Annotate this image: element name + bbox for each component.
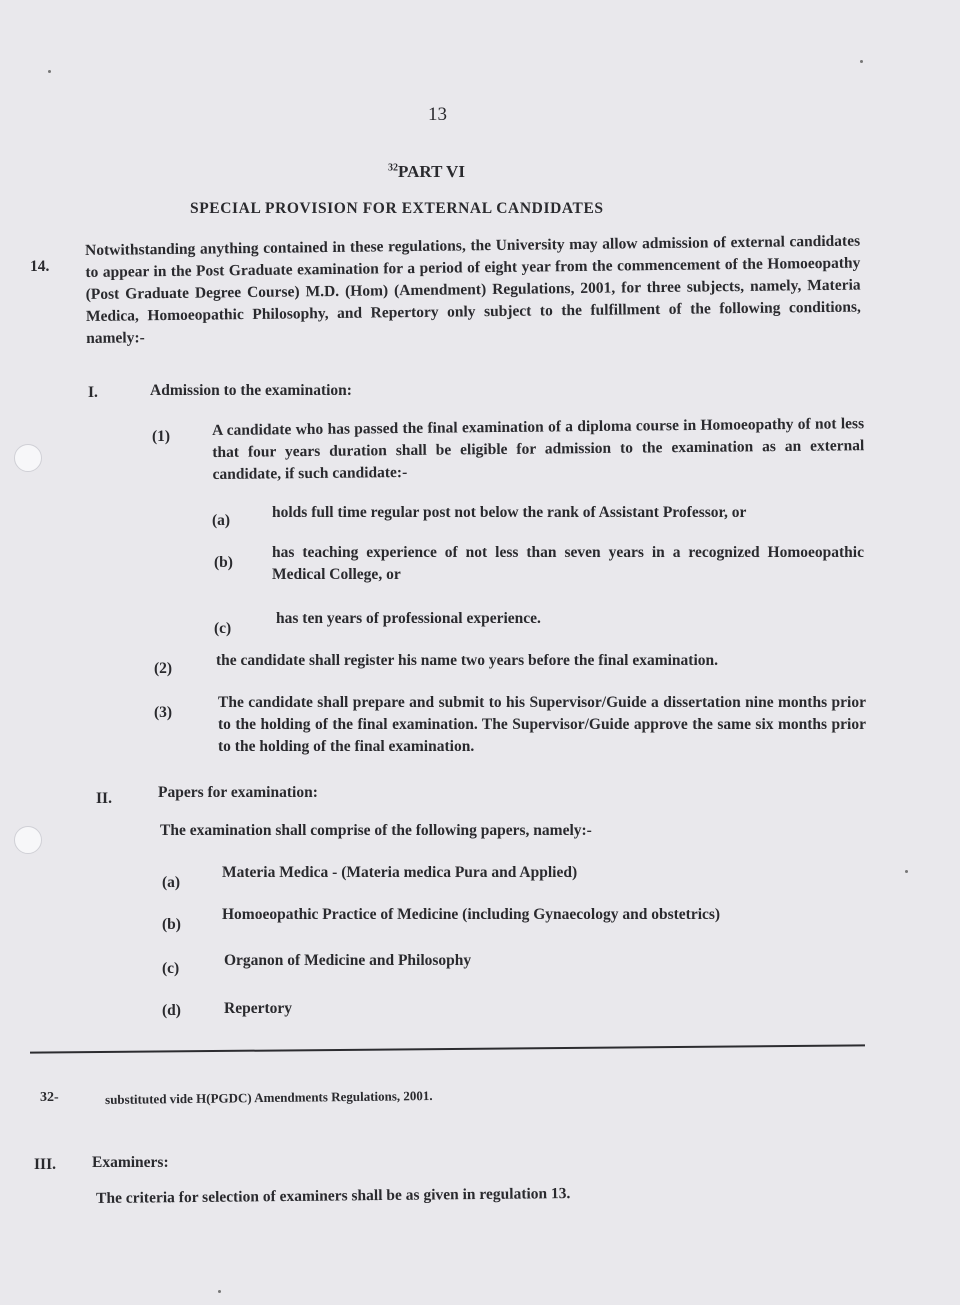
item-text: the candidate shall register his name two years before the final examination. <box>216 652 718 669</box>
paper-number: (c) <box>162 960 180 977</box>
sub-item-text: holds full time regular post not below the rank of Assistant Professor, or <box>272 504 747 521</box>
paper-text: Materia Medica - (Materia medica Pura and Applied) <box>222 864 578 881</box>
section-1-title: Admission to the examination: <box>150 382 352 399</box>
footnote-text: substituted vide H(PGDC) Amendments Regulations, 2001. <box>105 1087 433 1107</box>
section-heading: SPECIAL PROVISION FOR EXTERNAL CANDIDATES <box>190 200 604 217</box>
item-text: A candidate who has passed the final examination of a diploma course in Homoeopathy of not less that four years duration shall be eligible for admission to the examination as an external candidate, if such candidate:- <box>212 415 865 483</box>
item-number: (2) <box>154 660 173 677</box>
item-number: (1) <box>152 428 171 445</box>
clause-number: 14. <box>30 258 50 275</box>
section-2-intro: The examination shall comprise of the following papers, namely:- <box>160 822 592 839</box>
section-3-title: Examiners: <box>92 1154 169 1171</box>
sub-item-number: (c) <box>214 620 232 637</box>
page-number: 13 <box>428 104 447 125</box>
punch-hole <box>14 826 42 854</box>
part-title-text: PART VI <box>398 162 465 181</box>
paper-text: Homoeopathic Practice of Medicine (including Gynaecology and obstetrics) <box>222 906 721 923</box>
section-3-text: The criteria for selection of examiners shall be as given in regulation 13. <box>96 1185 571 1207</box>
paper-number: (b) <box>162 916 181 933</box>
paper-text: Organon of Medicine and Philosophy <box>224 952 472 969</box>
section-3-numeral: III. <box>34 1156 56 1173</box>
paper-speck <box>860 60 863 63</box>
section-2-numeral: II. <box>96 790 112 807</box>
sub-item-text: has ten years of professional experience. <box>276 610 541 627</box>
footnote-marker: 32- <box>40 1090 59 1105</box>
sub-item-number: (b) <box>214 554 233 571</box>
sub-item-number: (a) <box>212 512 231 529</box>
clause-text: Notwithstanding anything contained in these regulations, the University may allow admission of external candidates to appear in the Post Graduate examination for a period of eight year from the commencement of the Homoeopathy (Post Graduate Degree Course) M.D. (Hom) (Amendment) Regulations, 2001, for three subjects, namely, Materia Medica, Homoeopathic Philosophy, and Repertory only subject to the fulfillment of the following conditions, namely:- <box>85 232 861 347</box>
part-footnote-marker: 32 <box>388 162 398 174</box>
part-title <box>388 162 465 182</box>
punch-hole <box>14 444 42 472</box>
item-text: The candidate shall prepare and submit to his Supervisor/Guide a dissertation nine months prior to the holding of the final examination. The Supervisor/Guide approve the same six months prior to the holding of the final examination. <box>218 694 866 755</box>
section-2-title: Papers for examination: <box>158 784 318 801</box>
paper-speck <box>905 870 908 873</box>
paper-text: Repertory <box>224 1000 292 1017</box>
paper-number: (d) <box>162 1002 181 1019</box>
paper-number: (a) <box>162 874 181 891</box>
sub-item-text: has teaching experience of not less than seven years in a recognized Homoeopathic Medical College, or <box>272 544 864 583</box>
section-1-numeral: I. <box>88 384 98 401</box>
paper-speck <box>48 70 51 73</box>
footnote-divider <box>30 1044 865 1053</box>
item-number: (3) <box>154 704 173 721</box>
paper-speck <box>218 1290 221 1293</box>
